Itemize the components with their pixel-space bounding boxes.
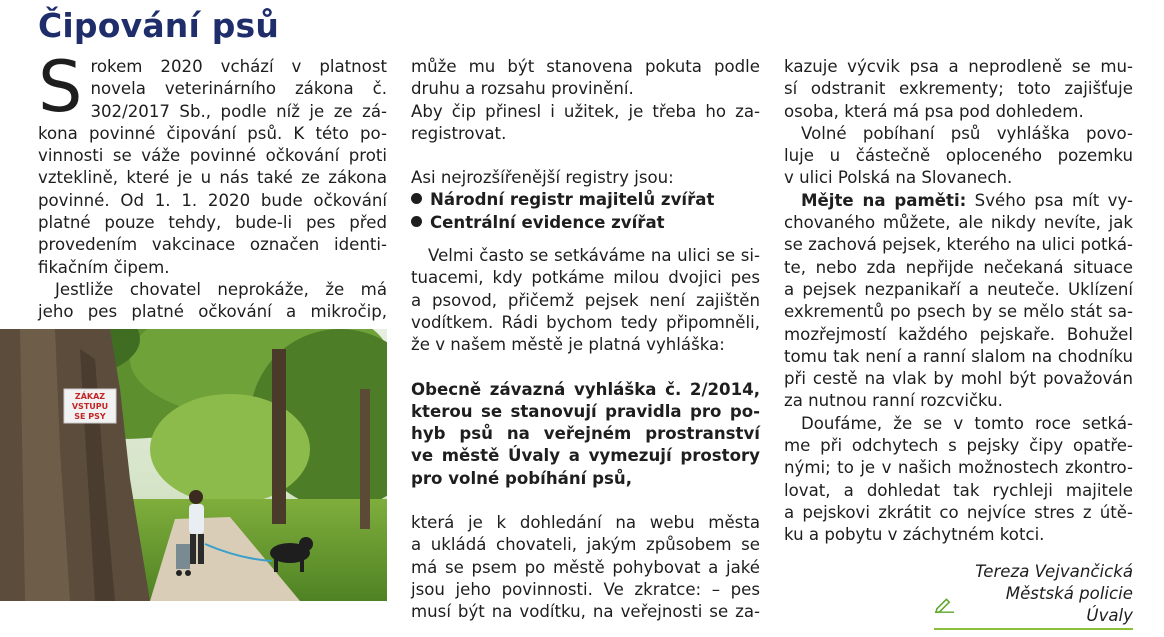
organization-name: Městská policie Úvaly — [1005, 583, 1133, 626]
bullet-icon — [411, 193, 422, 204]
text-line: luje u částečně oploceného pozemku — [784, 146, 1133, 166]
svg-text:ZÁKAZ: ZÁKAZ — [74, 392, 106, 401]
fine-paragraph — [38, 279, 387, 324]
text-line: jeho pes platné očkování a mikročip, — [38, 302, 387, 322]
text-line: kterou se stanovují pravidla pro po- — [411, 401, 760, 421]
text-line: se zachová pejsek, kterého na ulici potká- — [784, 235, 1133, 255]
text-line: která je k dohledání na webu města — [411, 513, 760, 533]
text-line: a psovod, přičemž pejsek není zajištěn — [411, 290, 760, 310]
text-line: povinné. Od 1. 1. 2020 bude očkování — [38, 190, 387, 210]
registration-paragraph — [411, 101, 760, 146]
text-line: a ukládá chovateli, jakým způsobem se — [411, 535, 760, 555]
intro-paragraph — [38, 46, 387, 279]
remember-paragraph — [784, 212, 1133, 413]
text-line: vinnosti se váže povinné očkování proti — [38, 146, 387, 166]
text-line: jsou jeho povinnosti. Ve zkratce: – pes — [411, 579, 760, 599]
street-paragraph — [411, 245, 760, 356]
text-line: v ulici Polská na Slovanech. — [784, 168, 1013, 188]
fine-continuation — [411, 56, 760, 101]
bullet-icon — [411, 216, 422, 227]
column-2 — [411, 56, 760, 624]
text-line: a pejskovi zkrátit co nejvíce stres z útě- — [784, 502, 1133, 522]
text-line: musí být na vodítku, na veřejnosti se za- — [411, 602, 760, 622]
text-line: registrovat. — [411, 123, 507, 143]
column-1 — [38, 46, 387, 324]
registry-intro: Asi nejrozšířenější registry jsou: — [411, 168, 674, 188]
text-line: druhu a rozsahu provinění. — [411, 79, 634, 99]
text-line: může mu být stanovena pokuta podle — [411, 57, 760, 76]
regulation-continuation — [784, 56, 1133, 123]
pencil-icon — [934, 597, 955, 613]
park-photo — [0, 329, 387, 601]
remember-label: Mějte na paměti: — [801, 190, 967, 210]
text-line: vzteklině, které je u nás také ze zákona — [38, 168, 387, 188]
remember-paragraph-first: Mějte na paměti: Svého psa mít vy- — [801, 190, 1133, 210]
article-title: Čipování psů — [38, 6, 280, 45]
text-line: má se psem po městě pohybovat a jaké — [411, 557, 760, 577]
text-line: 302/2017 Sb., podle níž je ze zá- — [90, 101, 387, 121]
text-line: lovat, a dohledat tak rychleji majitele — [784, 480, 1133, 500]
text-line: tuacemi, kdy potkáme milou dvojici pes — [411, 268, 760, 288]
registry-item-2: Centrální evidence zvířat — [411, 212, 760, 234]
text-line: osoba, která má psa pod dohledem. — [784, 101, 1084, 121]
text-line: Aby čip přinesl i užitek, je třeba ho za- — [411, 101, 760, 121]
text-line: při cestě na vlak by mohl být považován — [784, 369, 1133, 389]
svg-text:SE PSY: SE PSY — [74, 412, 106, 421]
text-line: chovaného můžete, ale nikdy nevíte, jak — [784, 213, 1133, 233]
text-line: novela veterinárního zákona č. — [90, 79, 387, 99]
regulation-title — [411, 379, 760, 490]
no-entry-sign — [64, 389, 116, 423]
text-line: a pejsek nezpanikaří a neuteče. Uklízení — [784, 279, 1133, 299]
closing-paragraph — [784, 413, 1133, 547]
text-line: me při odchytech s pejsky čipy opatře- — [784, 436, 1133, 456]
text-line: za nutnou ranní rozcvičku. — [784, 391, 1003, 411]
signature — [934, 583, 1133, 631]
text-line: Obecně závazná vyhláška č. 2/2014, — [411, 379, 760, 399]
author-name: Tereza Vejvančická — [975, 561, 1133, 581]
text-line: platné pouze tehdy, bude-li pes před — [38, 213, 387, 233]
regulation-paragraph — [411, 512, 760, 623]
column-3 — [784, 56, 1133, 630]
text-line: pro volné pobíhání psů, — [411, 468, 632, 488]
text-line: exkrementů po psech by se mělo stát sa- — [784, 302, 1133, 322]
text-line: provedením vakcinace označen identi- — [38, 235, 387, 255]
text-line: vodítkem. Rádi bychom tedy připomněli, — [411, 312, 760, 332]
text-line: Volné pobíhaní psů vyhláška povo- — [801, 123, 1133, 143]
svg-text:VSTUPU: VSTUPU — [71, 402, 109, 411]
text-line: Jestliže chovatel neprokáže, že má — [55, 279, 387, 299]
text-line: tomu tak není a ranní slalom na chodníku — [784, 346, 1133, 366]
text-line: mozřejmostí každého pejskaře. Bohužel — [784, 324, 1133, 344]
text-line: sí odstranit exkrementy; toto zajišťuje — [784, 79, 1133, 99]
text-line: rokem 2020 vchází v platnost — [90, 57, 387, 76]
text-line: kona povinné čipování psů. K této po- — [38, 123, 387, 143]
text-line: Doufáme, že se v tomto roce setká- — [801, 413, 1133, 433]
text-line: že v našem městě je platná vyhláška: — [411, 335, 725, 355]
text-line: Velmi často se setkáváme na ulici se si- — [428, 246, 760, 266]
text-line: ve městě Úvaly a vymezují prostory — [411, 446, 760, 466]
text-line: hyb psů na veřejném prostranství — [411, 424, 760, 444]
text-line: ku a pobytu v záchytném kotci. — [784, 525, 1045, 545]
text-line: fikačním čipem. — [38, 257, 170, 277]
text-line: kazuje výcvik psa a neprodleně se mu- — [784, 57, 1133, 76]
drop-cap: S — [38, 46, 83, 128]
free-running-paragraph — [784, 123, 1133, 190]
text-line: te, nebo zda nepřijde nečekaná situace — [784, 257, 1133, 277]
text-line: nými; to je v našich možnostech zkontro- — [784, 458, 1133, 478]
registry-item-1: Národní registr majitelů zvířat — [411, 189, 760, 211]
